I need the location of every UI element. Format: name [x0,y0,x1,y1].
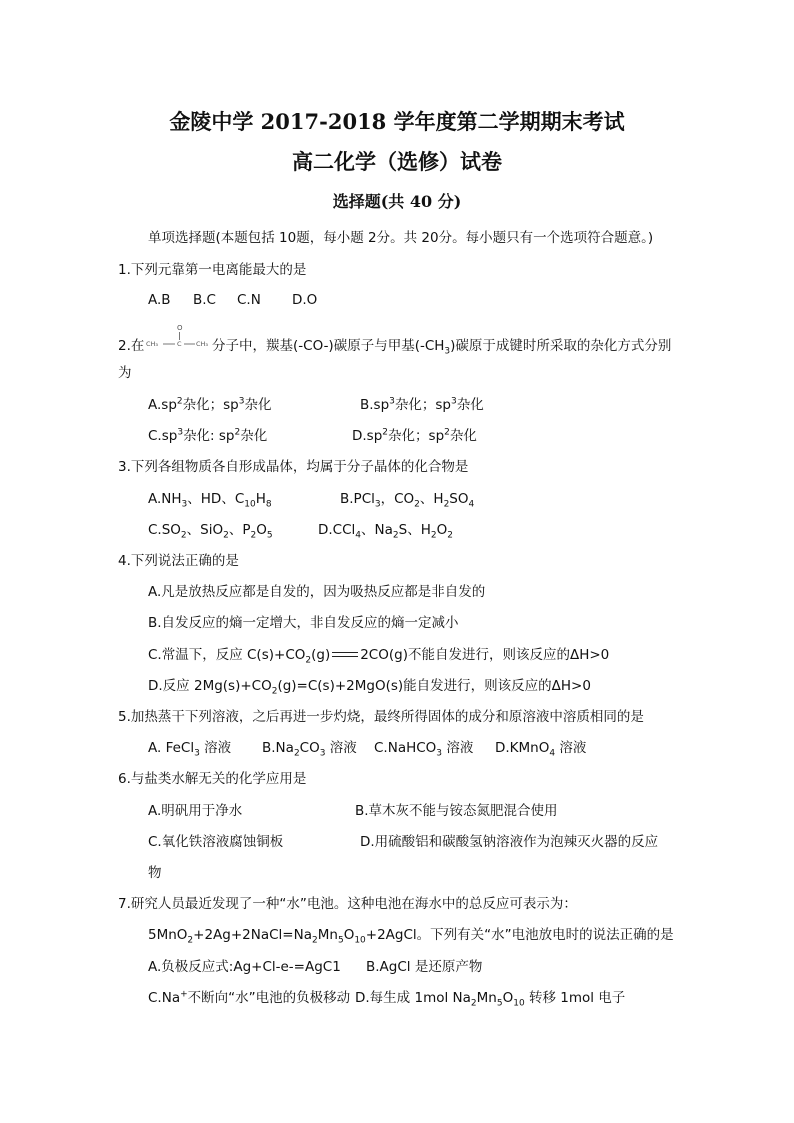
q5-stem: 5.加热蒸干下列溶液，之后再进一步灼烧，最终所得固体的成分和原溶液中溶质相同的是 [118,709,644,725]
q6-option-d-continued: 物 [148,865,162,881]
acetone-structure [146,322,212,352]
q1-option-a: A.B [148,292,171,308]
equilibrium-arrow [330,650,360,660]
q4-option-a: A.凡是放热反应都是自发的，因为吸热反应都是非自发的 [148,584,486,600]
q5-option-d: D.KMnO$_4$ 溶液 [495,740,587,759]
struct-right-methyl: CH₃ [196,340,209,348]
q5-option-b: $B.Na_2CO_3$ 溶液 [262,740,357,759]
q4-option-c: C.常温下，反应 $C(s)+CO_2(g)$ 2CO(g)不能自发进行，则该反应的ΔH>0 [148,647,610,666]
q3-option-a: $A.NH_3$、HD、$C_{10}H_8$ [148,491,272,510]
q2-stem: 分子中，羰基(-CO-)碳原子与甲基$(-CH_3)$碳原于成键时所采取的杂化方式分别 [212,338,672,357]
q1-option-b: B.C [193,292,216,308]
section-heading: 选择题(共 40 分) [332,192,462,211]
exam-subtitle: 高二化学（选修）试卷 [292,149,502,174]
q1-option-d: D.O [292,292,318,308]
q2-option-c: $C.sp^3$杂化: $sp^2$杂化 [148,427,268,444]
q2-option-a: $A.sp^2$杂化；$sp^3$杂化 [148,396,272,413]
q6-option-c: C.氧化铁溶液腐蚀铜板 [148,834,284,850]
q5-option-a: A. FeCl$_3$ 溶液 [148,740,232,759]
q3-option-d: D.CCl$_4$、$Na_2S$、$H_2O_2$ [318,522,453,541]
q7-stem: 7.研究人员最近发现了一种“水”电池。这种电池在海水中的总反应可表示为： [118,896,577,912]
exam-title: 金陵中学 2017-2018 学年度第二学期期末考试 [169,109,625,134]
q6-option-d: D.用硫酸铝和碳酸氢钠溶液作为泡辣灭火器的反应 [360,834,659,850]
q2-option-d: $D.sp^2$杂化；$sp^2$杂化 [352,427,477,444]
q4-option-b: B.自发反应的熵一定增大，非自发反应的熵一定减小 [148,615,459,631]
struct-carbon: C [177,340,182,348]
q4-option-d: D.反应 $2Mg(s)+CO_2(g)=C(s)+2MgO(s)$能自发进行，则该反应的ΔH>0 [148,678,591,697]
q5-option-c: C.NaHCO$_3$ 溶液 [374,740,474,759]
q2-option-b: $B.sp^3$杂化；$sp^3$杂化 [360,396,484,413]
q2-stem-continued: 为 [118,365,132,381]
q6-option-b: B.草木灰不能与铵态氮肥混合使用 [355,803,558,819]
q3-option-c: $C.SO_2$、SiO$_2$、$P_2O_5$ [148,522,273,541]
q7-option-b: B.AgCl 是还原产物 [366,959,483,975]
q7-option-a: A.负极反应式:Ag+Cl-e-=AgC1 [148,959,341,975]
q7-reaction: $5MnO_2+2Ag+2NaCl=Na_2Mn_5O_{10}+2AgCl$。下列有关“水”电池放电时的说法正确的是 [148,927,674,946]
q6-option-a: A.明矾用于净水 [148,803,243,819]
q3-option-b: B.PCl$_3$，$CO_2$、$H_2SO_4$ [340,491,475,510]
q6-stem: 6.与盐类水解无关的化学应用是 [118,771,307,787]
q1-stem: 1.下列元靠第一电离能最大的是 [118,262,307,278]
q4-stem: 4.下列说法正确的是 [118,553,239,569]
q3-stem: 3.下列各组物质各自形成晶体，均属于分子晶体的化合物是 [118,459,469,475]
struct-oxygen: O [177,324,183,332]
q7-option-c: C.Na+不断向“水”电池的负极移动 [148,989,351,1006]
q7-option-d: D.每生成 1mol $Na_2Mn_5O_{10}$ 转移 1mol 电子 [355,990,626,1009]
instruction-text: 单项选择题(本题包括 10题，每小题 2分。共 20分。每小题只有一个选项符合题意。) [148,230,654,246]
q2-stem-prefix: 2.在 [118,338,145,354]
struct-left-methyl: CH₃ [146,340,159,348]
q1-option-c: C.N [237,292,261,308]
